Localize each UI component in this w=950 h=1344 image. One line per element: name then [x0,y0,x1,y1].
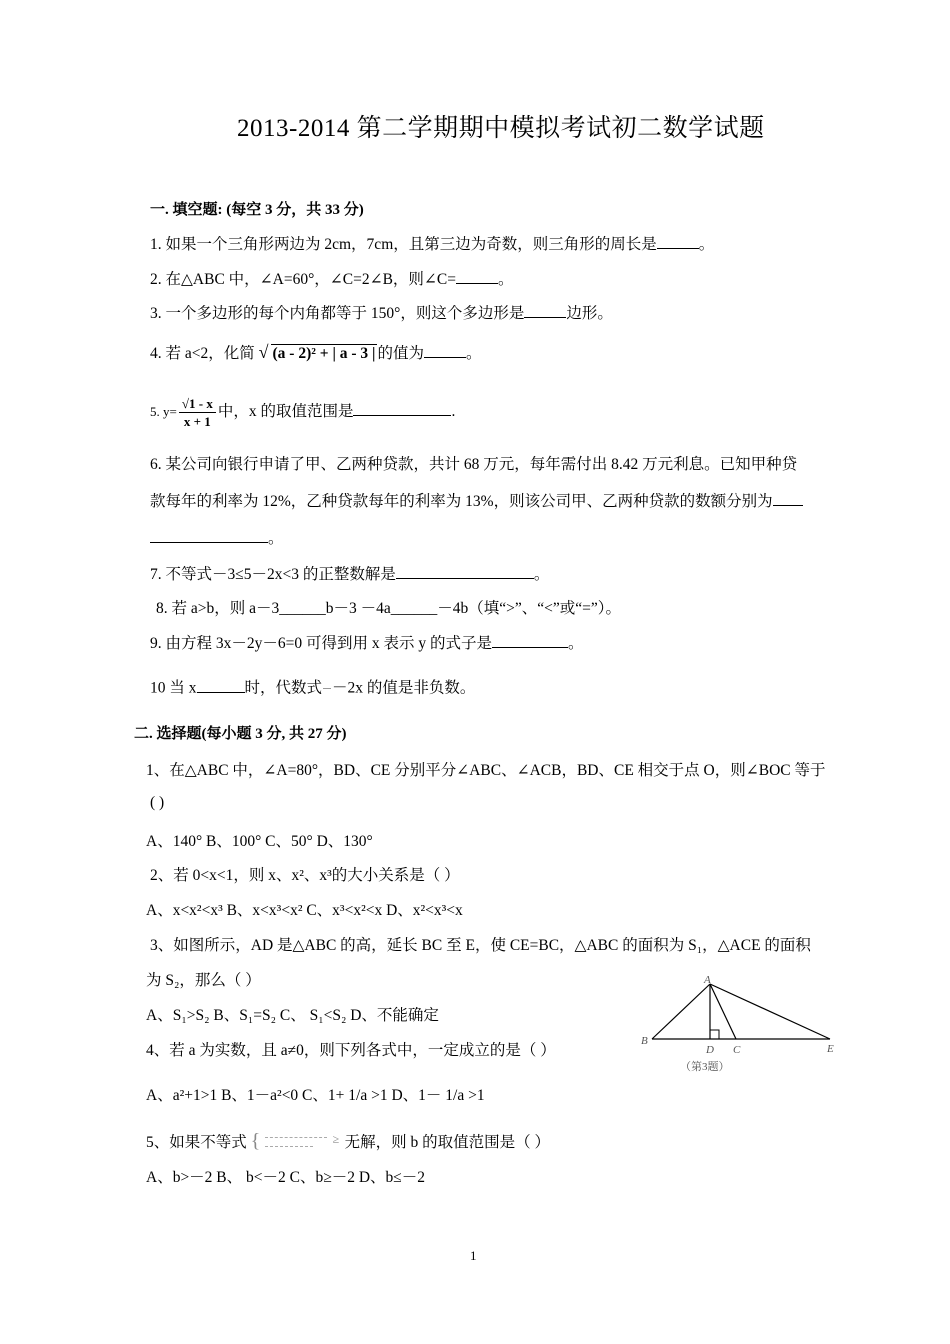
q10-text: 时，代数式 [244,679,323,697]
question-1-6-line2 [150,489,803,511]
question-2-3-line2: 为 S₂，那么（ ） [146,972,261,989]
q5-denominator: x + 1 [183,414,211,429]
answer-blank [424,343,466,358]
q4-text: 4. 若 a<2，化简 [150,345,255,362]
q10-fraction-icon [322,675,332,703]
answer-blank [524,303,566,318]
question-2-4-options: A、a²+1>1 B、1－a²<0 C、1+ 1/a >1 D、1－ 1/a >1 [146,1087,485,1104]
label-d: D [706,1044,714,1056]
q3-text: 3. 一个多边形的每个内角都等于 150°，则这个多边形是 [150,305,525,322]
question-2-3-line1: 3、如图所示，AD 是△ABC 的高，延长 BC 至 E，使 CE=BC，△ABC 的面积为 S₁，△ACE 的面积 [150,937,811,954]
q9-text: 9. 由方程 3x－2y－6=0 可得到用 x 表示 y 的式子是 [150,635,492,652]
question-2-2: 2、若 0<x<1，则 x、x²、x³的大小关系是（ ） [150,867,460,884]
answer-blank [657,234,699,249]
side-ae [710,984,830,1039]
question-1-9 [150,631,584,653]
q3-suffix: 边形。 [566,305,613,322]
q7-text: 7. 不等式－3≤5－2x<3 的正整数解是 [150,566,396,583]
side-ab [652,984,710,1039]
question-1-1 [150,232,714,254]
end-mark: 。 [268,530,284,547]
question-1-6-line1: 6. 某公司向银行申请了甲、乙两种贷款，共计 68 万元，每年需付出 8.42 万元利息。已知甲种贷 [150,456,798,473]
inequality-system-icon: { ≥ [250,1130,340,1153]
page-number: 1 [470,1248,477,1263]
question-1-5 [150,395,455,430]
figure-caption: （第3题） [680,1061,730,1073]
label-b: B [641,1035,648,1047]
question-1-3 [150,301,613,323]
question-2-4: 4、若 a 为实数，且 a≠0，则下列各式中，一定成立的是（ ） [146,1042,556,1059]
end-mark: . [451,403,456,421]
question-1-7 [150,562,549,584]
q5-fraction: $\frac{√1 - x}{x + 1}$ [179,395,216,430]
question-2-2-options: A、x<x²<x³ B、x<x³<x² C、x³<x²<x D、x²<x³<x [146,902,463,919]
label-c: C [733,1044,741,1056]
question-1-2 [150,267,514,289]
answer-blank [492,633,568,648]
answer-blank [456,269,498,284]
end-mark: 。 [568,635,584,652]
triangle-diagram [640,972,840,1082]
radical-icon: √ [258,342,269,362]
end-mark: 。 [498,271,514,288]
answer-blank [150,528,268,543]
q4-suffix: 的值为 [377,345,424,362]
label-a: A [704,974,711,986]
page-title: 2013-2014 第二学期期中模拟考试初二数学试题 [237,115,765,142]
answer-blank [197,678,245,693]
end-mark: 。 [465,345,482,362]
q5-numerator: 1 - x [188,396,213,411]
q2-text: 2. 在△ABC 中，∠A=60°，∠C=2∠B，则∠C= [150,271,456,288]
question-2-5-options: A、b>－2 B、 b<－2 C、b≥－2 D、b≤－2 [146,1169,426,1186]
question-1-10 [150,675,475,703]
q6-text: 款每年的利率为 12%，乙种贷款每年的利率为 13%，则该公司甲、乙两种贷款的数额分别为 [150,493,773,510]
q5-text: 中，x 的取值范围是 [217,403,354,421]
q10-prefix: 10 当 x [150,679,197,697]
question-1-8: 8. 若 a>b，则 a－3______b－3 －4a______－4b（填“>”、“<”或“=”）。 [156,600,622,617]
question-2-1-line2: ( ) [150,794,165,811]
section1-header: 一. 填空题: (每空 3 分，共 33 分) [150,202,364,218]
question-2-5 [146,1130,550,1152]
label-e: E [827,1043,834,1055]
q5-prefix: 5. y= [150,404,177,420]
q4-expression: (a - 2)² + | a - 3 | [272,345,376,362]
side-ac [710,984,736,1039]
section2-header: 二. 选择题(每小题 3 分, 共 27 分) [134,726,347,742]
triangle-figure [640,972,840,1082]
question-1-6-line3 [150,526,284,548]
q5-text: 无解，则 b 的取值范围是（ ） [344,1134,551,1151]
q5-prefix: 5、如果不等式 [146,1134,247,1151]
end-mark: 。 [698,236,715,253]
q10-suffix: －2x 的值是非负数。 [332,679,476,697]
question-2-3-options: A、S₁>S₂ B、S₁=S₂ C、 S₁<S₂ D、不能确定 [146,1007,439,1024]
answer-blank [353,401,451,416]
answer-blank [773,491,803,506]
right-angle-mark [710,1030,719,1039]
answer-blank [396,564,534,579]
end-mark: 。 [533,566,550,583]
question-2-1-line1: 1、在△ABC 中，∠A=80°，BD、CE 分别平分∠ABC、∠ACB，BD、CE 相交于点 O，则∠BOC 等于 [146,762,826,779]
question-2-1-options: A、140° B、100° C、50° D、130° [146,833,373,850]
question-1-4 [150,341,482,363]
q1-text: 1. 如果一个三角形两边为 2cm，7cm，且第三边为奇数，则三角形的周长是 [150,236,657,253]
